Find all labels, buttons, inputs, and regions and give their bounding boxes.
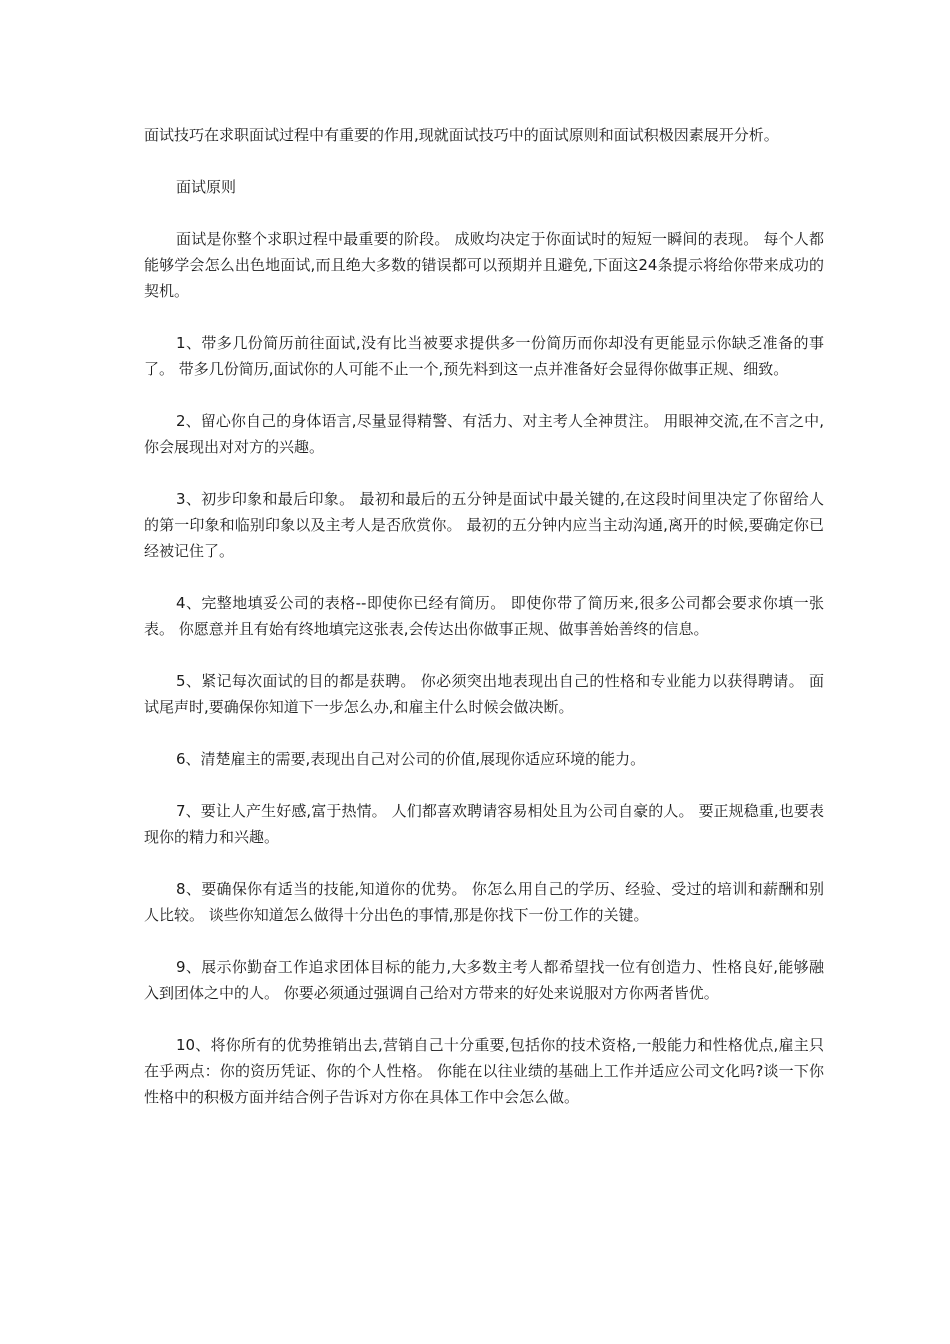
principles-intro-paragraph: 面试是你整个求职过程中最重要的阶段。 成败均决定于你面试时的短短一瞬间的表现。 每个人都能够学会怎么出色地面试,而且绝大多数的错误都可以预期并且避免,下面这24条提示将给你带来成功的契机。 — [144, 230, 824, 300]
document-body — [144, 122, 824, 1110]
tip-2-paragraph: 2、留心你自己的身体语言,尽量显得精警、有活力、对主考人全神贯注。 用眼神交流,在不言之中,你会展现出对对方的兴趣。 — [144, 412, 824, 456]
tip-1-paragraph: 1、带多几份简历前往面试,没有比当被要求提供多一份简历而你却没有更能显示你缺乏准备的事了。 带多几份简历,面试你的人可能不止一个,预先料到这一点并准备好会显得你做事正规、细致。 — [144, 334, 824, 378]
tip-3-paragraph: 3、初步印象和最后印象。 最初和最后的五分钟是面试中最关键的,在这段时间里决定了你留给人的第一印象和临别印象以及主考人是否欣赏你。 最初的五分钟内应当主动沟通,离开的时候,要确定你已经被记住了。 — [144, 490, 824, 560]
tip-4-paragraph: 4、完整地填妥公司的表格--即使你已经有简历。 即使你带了简历来,很多公司都会要求你填一张表。 你愿意并且有始有终地填完这张表,会传达出你做事正规、做事善始善终的信息。 — [144, 594, 824, 638]
section-heading-interview-principles: 面试原则 — [176, 178, 237, 196]
intro-paragraph: 面试技巧在求职面试过程中有重要的作用,现就面试技巧中的面试原则和面试积极因素展开分析。 — [144, 126, 779, 144]
tip-7-paragraph: 7、要让人产生好感,富于热情。 人们都喜欢聘请容易相处且为公司自豪的人。 要正规稳重,也要表现你的精力和兴趣。 — [144, 802, 824, 846]
tip-5-paragraph: 5、紧记每次面试的目的都是获聘。 你必须突出地表现出自己的性格和专业能力以获得聘请。 面试尾声时,要确保你知道下一步怎么办,和雇主什么时候会做决断。 — [144, 672, 824, 716]
tip-6-paragraph: 6、清楚雇主的需要,表现出自己对公司的价值,展现你适应环境的能力。 — [176, 750, 646, 768]
tip-10-paragraph: 10、将你所有的优势推销出去,营销自己十分重要,包括你的技术资格,一般能力和性格优点,雇主只在乎两点：你的资历凭证、你的个人性格。 你能在以往业绩的基础上工作并适应公司文化吗?谈一下你性格中的积极方面并结合例子告诉对方你在具体工作中会怎么做。 — [144, 1036, 824, 1106]
tip-9-paragraph: 9、展示你勤奋工作追求团体目标的能力,大多数主考人都希望找一位有创造力、性格良好,能够融入到团体之中的人。 你要必须通过强调自己给对方带来的好处来说服对方你两者皆优。 — [144, 958, 824, 1002]
tip-8-paragraph: 8、要确保你有适当的技能,知道你的优势。 你怎么用自己的学历、经验、受过的培训和薪酬和别人比较。 谈些你知道怎么做得十分出色的事情,那是你找下一份工作的关键。 — [144, 880, 824, 924]
